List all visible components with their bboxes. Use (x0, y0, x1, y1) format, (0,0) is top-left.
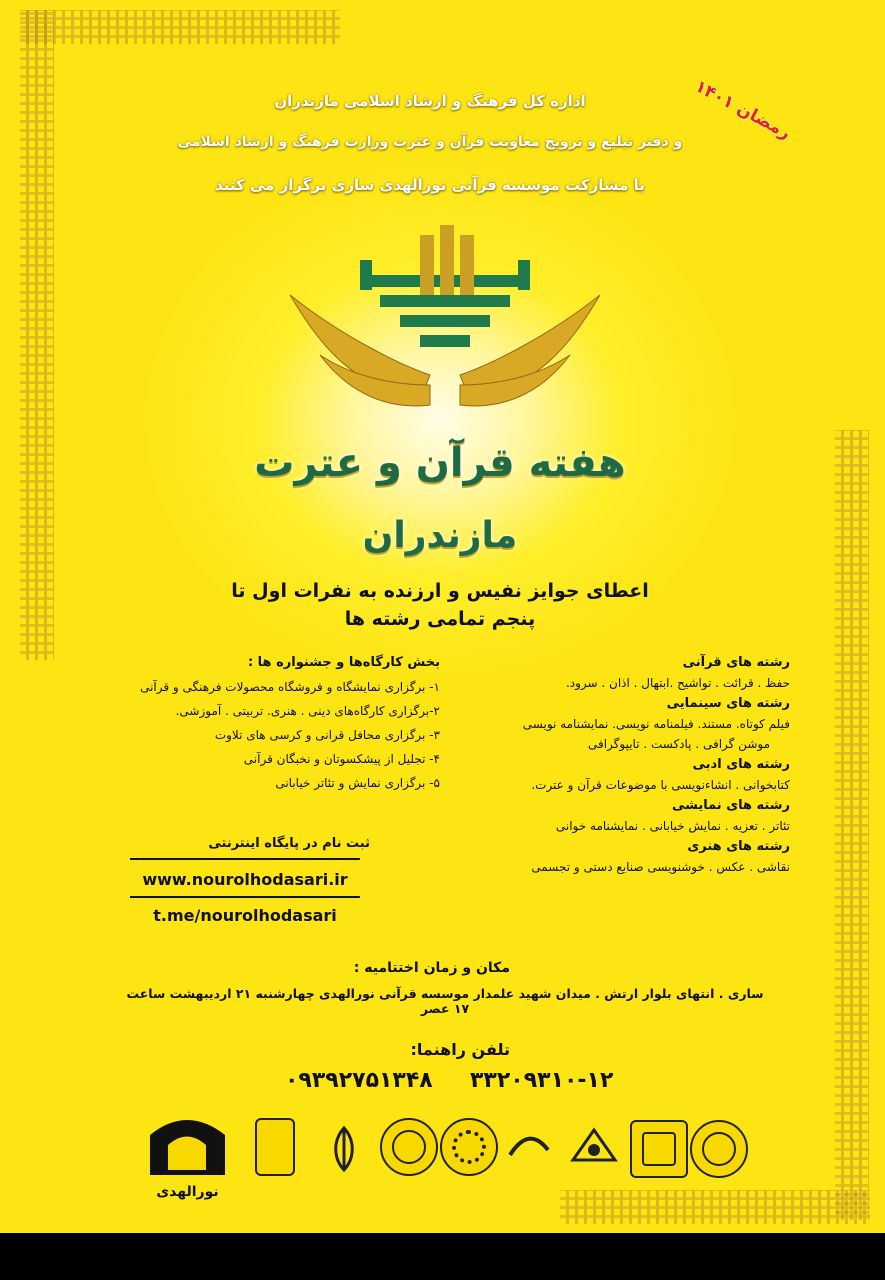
nourolhoda-logo (140, 1110, 235, 1200)
field-text-literary: کتابخوانی . انشاءنویسی با موضوعات قرآن و عترت. (531, 778, 790, 792)
workshop-item: ۱- برگزاری نمایشگاه و فروشگاه محصولات فرهنگی و قرآنی (140, 680, 440, 694)
main-title: هفته قرآن و عترت (254, 440, 626, 486)
bottom-black-bar (0, 1233, 885, 1280)
mobile-phone: ۰۹۳۹۲۷۵۱۳۴۸ (285, 1068, 433, 1093)
header-line-3: با مشارکت موسسه قرآنی نورالهدی ساری برگزار می کنند (215, 176, 645, 194)
divider (130, 858, 360, 860)
field-title-cinema: رشته های سینمایی (666, 696, 790, 711)
workshops-list (70, 656, 440, 789)
workshop-item: ۴- تجلیل از پیشکسوتان و نخبگان قرآنی (243, 752, 440, 766)
field-text-quran: حفظ . قرائت . تواشیح .ابتهال . اذان . سرود. (565, 676, 790, 690)
workshop-item: ۵- برگزاری نمایش و تئاتر خیابانی (275, 776, 440, 790)
registration-title: ثبت نام در پایگاه اینترنتی (208, 836, 370, 851)
organization-logo-icon (380, 1118, 438, 1176)
header-line-2: و دفتر تبلیغ و ترویج معاونت قرآن و عترت وزارت فرهنگ و ارشاد اسلامی (177, 134, 683, 150)
landline-phone: ۳۳۲۰۹۳۱۰-۱۲ (470, 1068, 614, 1093)
field-text-drama: تئاتر . تعزیه . نمایش خیابانی . نمایشنامه خوانی (555, 819, 790, 833)
region-title: مازندران (362, 515, 518, 556)
field-text-art: نقاشی . عکس . خوشنویسی صنایع دستی و تجسمی (531, 860, 790, 874)
quran-emblem-icon (280, 215, 610, 435)
field-title-drama: رشته های نمایشی (671, 798, 790, 813)
divider (130, 896, 360, 898)
website-link[interactable]: www.nourolhodasari.ir (142, 870, 348, 889)
right-border-pattern (835, 430, 869, 1220)
prizes-line-2: پنجم تمامی رشته ها (344, 608, 536, 630)
bottom-right-border-pattern (560, 1190, 870, 1224)
organization-logo-icon (630, 1120, 688, 1178)
organization-logo-icon (255, 1118, 295, 1176)
organization-logo-icon (565, 1120, 623, 1178)
field-text-cinema-2: موشن گرافی . پادکست . تایپوگرافی (587, 737, 770, 751)
closing-details: ساری . انتهای بلوار ارتش . میدان شهید علمدار موسسه قرآنی نورالهدی چهارشنبه ۲۱ اردیبهشت ساعت ۱۷ عصر (126, 986, 764, 1016)
nourolhoda-caption: نورالهدی (156, 1184, 219, 1200)
workshop-item: ۲-برگزاری کارگاه‌های دینی . هنری. تربیتی . آموزشی. (175, 704, 440, 718)
header-line-1: اداره کل فرهنگ و ارشاد اسلامی مازندران (274, 92, 586, 110)
nourolhoda-emblem-icon (140, 1110, 235, 1180)
left-border-pattern (20, 10, 54, 660)
workshop-item: ۳- برگزاری محافل قرانی و کرسی های تلاوت (214, 728, 440, 742)
organization-logo-icon (440, 1118, 498, 1176)
iran-emblem-icon (315, 1120, 373, 1178)
telegram-link[interactable]: t.me/nourolhodasari (153, 906, 337, 925)
ramadan-date: رمضان ۱۴۰۱ (691, 76, 794, 144)
field-title-quran: رشته های قرآنی (682, 655, 790, 670)
field-text-cinema: فیلم کوتاه. مستند. فیلمنامه نویسی. نمایشنامه نویسی (522, 717, 790, 731)
field-title-literary: رشته های ادبی (692, 757, 790, 772)
prizes-line-1: اعطای جوایز نفیس و ارزنده به نفرات اول تا (231, 580, 649, 602)
closing-title: مکان و زمان اختتامیه : (353, 960, 510, 976)
organization-logo-icon (500, 1120, 558, 1178)
fields-list (470, 656, 790, 873)
field-title-art: رشته های هنری (687, 839, 790, 854)
top-left-border-pattern (20, 10, 340, 44)
contact-title: تلفن راهنما: (410, 1040, 510, 1059)
organization-logo-icon (690, 1120, 748, 1178)
workshops-title: بخش کارگاه‌ها و جشنواره ها : (247, 655, 440, 670)
